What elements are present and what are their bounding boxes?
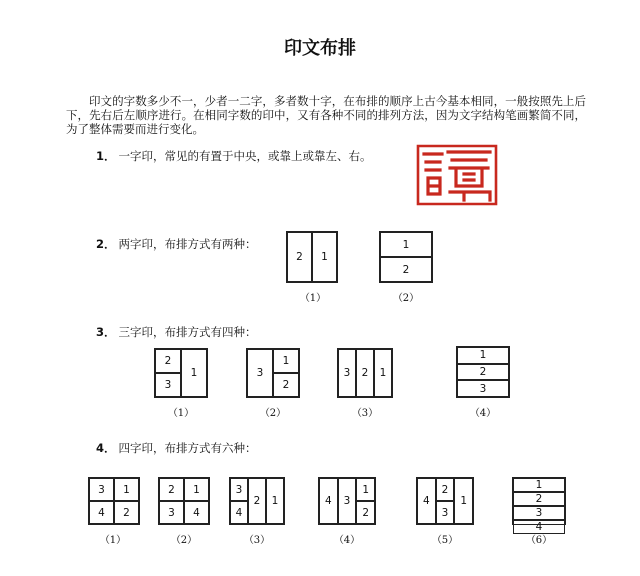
caption: （3） bbox=[351, 408, 379, 419]
layout-4-6 bbox=[512, 477, 566, 533]
section-1 bbox=[96, 148, 372, 164]
caption: （2） bbox=[170, 535, 198, 546]
section-2 bbox=[96, 236, 257, 252]
cell: 1 bbox=[454, 478, 473, 524]
section-number: 1． bbox=[96, 149, 116, 163]
cell: 3 bbox=[513, 506, 565, 520]
intro-paragraph: 印文的字数多少不一，少者一二字，多者数十字，在布排的顺序上古今基本相同，一般按照先上后下，先右后左顺序进行。在相同字数的印中，又有各种不同的排列方法，因为文字结构笔画繁简不同，为了整体需要而进行变化。 bbox=[66, 94, 586, 136]
caption: （4） bbox=[333, 535, 361, 546]
layout-3-2 bbox=[246, 348, 300, 398]
seal-stamp-image bbox=[412, 140, 504, 212]
caption: （6） bbox=[525, 535, 553, 546]
section-4 bbox=[96, 440, 257, 456]
page-title: 印文布排 bbox=[284, 38, 356, 59]
cell: 3 bbox=[230, 478, 248, 501]
cell: 4 bbox=[513, 520, 565, 534]
section-text: 四字印，布排方式有六种： bbox=[118, 441, 257, 455]
cell: 2 bbox=[436, 478, 455, 501]
cell: 3 bbox=[159, 501, 184, 524]
cell: 1 bbox=[266, 478, 284, 524]
section-text: 三字印，布排方式有四种： bbox=[118, 325, 257, 339]
layout-4-3 bbox=[229, 477, 285, 525]
caption: （2） bbox=[259, 408, 287, 419]
cell: 1 bbox=[184, 478, 209, 501]
layout-3-1 bbox=[154, 348, 208, 398]
caption: （1） bbox=[299, 293, 327, 304]
cell: 1 bbox=[114, 478, 139, 501]
section-text: 一字印，常见的有置于中央，或靠上或靠左、右。 bbox=[118, 149, 372, 163]
layout-4-2 bbox=[158, 477, 210, 525]
caption: （1） bbox=[99, 535, 127, 546]
section-number: 3． bbox=[96, 325, 116, 339]
cell: 2 bbox=[380, 257, 432, 282]
cell: 1 bbox=[181, 349, 207, 397]
caption: （5） bbox=[431, 535, 459, 546]
section-text: 两字印，布排方式有两种： bbox=[118, 237, 257, 251]
layout-3-3 bbox=[337, 348, 393, 398]
cell: 1 bbox=[356, 478, 375, 501]
caption: （1） bbox=[167, 408, 195, 419]
cell: 4 bbox=[319, 478, 338, 524]
cell: 3 bbox=[89, 478, 114, 501]
cell: 2 bbox=[457, 364, 509, 381]
section-number: 4． bbox=[96, 441, 116, 455]
cell: 4 bbox=[89, 501, 114, 524]
section-number: 2． bbox=[96, 237, 116, 251]
layout-4-5 bbox=[416, 477, 474, 525]
cell: 2 bbox=[287, 232, 312, 282]
section-3 bbox=[96, 324, 257, 340]
cell: 2 bbox=[356, 349, 374, 397]
cell: 2 bbox=[155, 349, 181, 373]
cell: 2 bbox=[248, 478, 266, 524]
layout-4-1 bbox=[88, 477, 140, 525]
cell: 2 bbox=[114, 501, 139, 524]
cell: 2 bbox=[356, 501, 375, 524]
layout-4-4 bbox=[318, 477, 376, 525]
cell: 1 bbox=[374, 349, 392, 397]
layout-2-2 bbox=[379, 231, 433, 283]
cell: 1 bbox=[513, 478, 565, 492]
cell: 3 bbox=[338, 478, 357, 524]
cell: 3 bbox=[155, 373, 181, 397]
cell: 2 bbox=[513, 492, 565, 506]
cell: 3 bbox=[338, 349, 356, 397]
cell: 3 bbox=[247, 349, 273, 397]
caption: （2） bbox=[392, 293, 420, 304]
cell: 4 bbox=[184, 501, 209, 524]
cell: 3 bbox=[457, 380, 509, 397]
cell: 1 bbox=[312, 232, 337, 282]
layout-3-4 bbox=[456, 346, 510, 398]
layout-2-1 bbox=[286, 231, 338, 283]
caption: （4） bbox=[469, 408, 497, 419]
cell: 3 bbox=[436, 501, 455, 524]
cell: 2 bbox=[273, 373, 299, 397]
cell: 1 bbox=[457, 347, 509, 364]
cell: 4 bbox=[230, 501, 248, 524]
caption: （3） bbox=[243, 535, 271, 546]
cell: 4 bbox=[417, 478, 436, 524]
cell: 1 bbox=[380, 232, 432, 257]
cell: 1 bbox=[273, 349, 299, 373]
cell: 2 bbox=[159, 478, 184, 501]
